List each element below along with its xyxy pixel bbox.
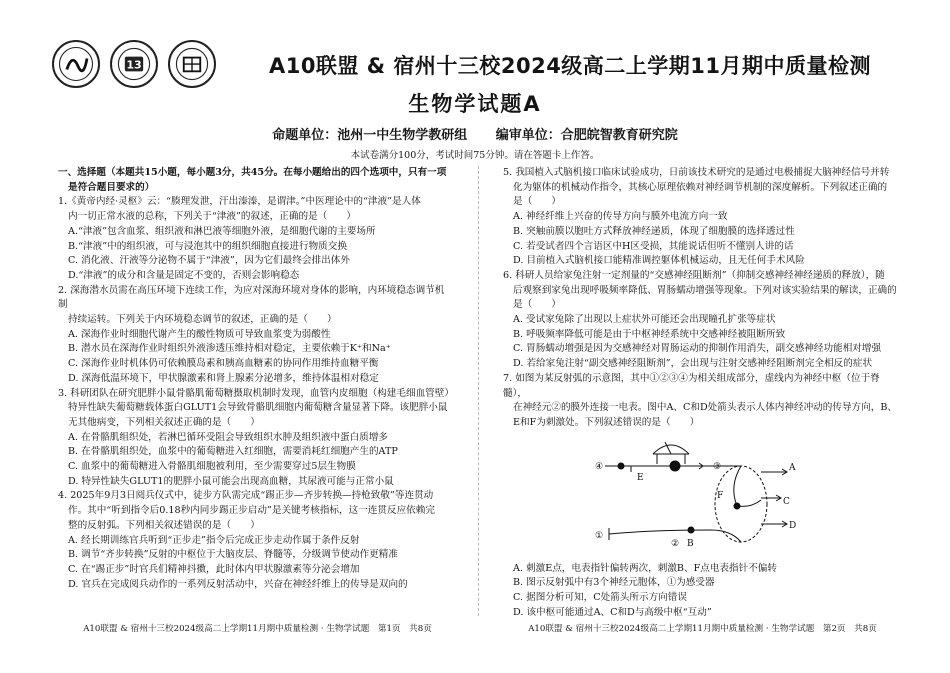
question-4: 4. 2025年9月3日阅兵仪式中，徒步方队需完成“踢正步—齐步转换—持枪致敬”等连贯动	[58, 490, 434, 502]
question-4-cont-2: 整的反射弧。下列相关叙述错误的是（ ）	[68, 519, 260, 531]
q3-option-c: C. 血浆中的葡萄糖进入骨骼肌细胞被利用，至少需要穿过5层生物膜	[68, 461, 356, 473]
footer-right: A10联盟 & 宿州十三校2024级高二上学期11月期中质量检测 · 生物学试题 第2页 共8页	[528, 624, 877, 634]
question-7-cont-2: E和F为刺激处。下列叙述错误的是（ ）	[513, 416, 700, 428]
number-13-seal-icon	[110, 40, 158, 88]
q1-option-d: D.“津液”的成分和含量是固定不变的，否则会影响稳态	[68, 269, 300, 281]
editor-unit: 编审单位：合肥皖智教育研究院	[495, 128, 678, 143]
q3-option-a: A. 在骨骼肌组织处，若淋巴循环受阻会导致组织水肿及组织液中蛋白质增多	[68, 431, 389, 443]
label-E: E	[637, 472, 644, 483]
section-heading: 一、选择题（本题共15小题，每小题3分，共45分。在每小题给出的四个选项中，只有一项	[58, 167, 447, 178]
q5-option-b: B. 突触前膜以胞吐方式释放神经递质，体现了细胞膜的选择透过性	[513, 225, 795, 237]
q7-option-c: C. 据图分析可知，C处箭头所示方向错误	[513, 592, 687, 604]
page-subtitle: 生物学试题A	[408, 92, 542, 116]
q2-option-c: C. 深海作业时机体仍可依赖膜岛素和胰高血糖素的协同作用维持血糖平衡	[68, 358, 379, 370]
q5-option-d: D. 目前植入式脑机接口能精准调控躯体机械运动，且无任何手术风险	[513, 255, 805, 267]
section-heading-cont: 是符合题目要求的）	[68, 181, 155, 193]
q4-option-b: B. 调节“齐步转换”反射的中枢位于大脑皮层、脊髓等，分级调节使动作更精准	[68, 549, 398, 561]
label-D: D	[789, 520, 797, 531]
school-emblem-icon	[168, 40, 216, 88]
column-divider	[478, 166, 479, 616]
q5-option-c: C. 若受试者四个言语区中H区受损，其能说话但听不懂别人讲的话	[513, 240, 794, 252]
question-3-cont-1: 特异性缺失葡萄糖载体蛋白GLUT1会导致骨骼肌细胞内葡萄糖含量显著下降。该肥胖小鼠	[68, 402, 448, 414]
q7-option-b: B. 图示反射弧中有3个神经元胞体，①为感受器	[513, 577, 715, 589]
label-3: ③	[713, 461, 722, 472]
question-2-cont: 持续运转。下列关于内环境稳态调节的叙述，正确的是（ ）	[68, 314, 337, 326]
question-5-cont-2: 是（ ）	[513, 196, 561, 208]
q1-option-b: B.“津液”中的组织液，可与浸泡其中的组织细胞直接进行物质交换	[68, 240, 347, 252]
q1-option-c: C. 消化液、汗液等分泌物不属于“津液”，因为它们最终会排出体外	[68, 255, 350, 267]
q6-option-d: D. 若给家兔注射“副交感神经阻断剂”，会出现与注射交感神经阻断剂完全相反的症状	[513, 358, 873, 370]
q6-option-b: B. 呼吸频率降低可能是由于中枢神经系统中交感神经被阻断所致	[513, 328, 786, 340]
school-seal-icon	[52, 40, 100, 88]
q4-option-c: C. 在“踢正步”时官兵们精神抖擞，此时体内甲状腺激素等分泌会增加	[68, 563, 360, 575]
q6-option-a: A. 受试家兔除了出现以上症状外可能还会出现瞳孔扩张等症状	[513, 314, 776, 326]
q4-option-a: A. 经长期训练官兵听到“正步走”指令后完成正步走动作属于条件反射	[68, 534, 360, 546]
q7-option-a: A. 刺激E点，电表指针偏转两次，刺激B、F点电表指针不偏转	[513, 562, 777, 574]
footer-left: A10联盟 & 宿州十三校2024级高二上学期11月期中质量检测 · 生物学试题 第1页 共8页	[83, 624, 432, 634]
question-3-cont-2: 无其他病变，下列相关叙述正确的是（ ）	[68, 416, 260, 428]
svg-text:13: 13	[126, 58, 142, 72]
page-title: A10联盟 & 宿州十三校2024级高二上学期11月期中质量检测	[268, 54, 872, 78]
label-4: ④	[595, 461, 604, 472]
q2-option-b: B. 潜水员在深海作业时组织外液渗透压维持相对稳定，主要依赖于K⁺和Na⁺	[68, 343, 391, 355]
exam-note: 本试卷满分100分，考试时间75分钟。请在答题卡上作答。	[350, 150, 600, 161]
q2-option-a: A. 深海作业时细胞代谢产生的酸性物质可导致血浆变为弱酸性	[68, 328, 331, 340]
label-F: F	[717, 490, 724, 501]
q5-option-a: A. 神经纤维上兴奋的传导方向与膜外电流方向一致	[513, 211, 728, 223]
question-5: 5. 我国植入式脑机接口临床试验成功，日前该技术研究的是通过电极捕捉大脑神经信号并转	[503, 167, 890, 178]
question-1-cont: 内一切正常水液的总称，下列关于“津液”的叙述，正确的是（ ）	[68, 211, 357, 223]
q2-option-d: D. 深海低温环境下，甲状腺激素和肾上腺素分泌增多，维持体温相对稳定	[68, 372, 379, 384]
q1-option-a: A.“津液”包含血浆、组织液和淋巴液等细胞外液，是细胞代谢的主要场所	[68, 225, 376, 237]
proposer-unit: 命题单位：池州一中生物学教研组	[272, 128, 468, 143]
left-column	[58, 166, 453, 592]
question-4-cont-1: 作。其中“听到指令后0.18秒内同步踢正步启动”是关键考核指标，这一连贯反应依赖完	[68, 505, 435, 517]
label-1: ①	[595, 530, 604, 541]
question-3: 3. 科研团队在研究肥胖小鼠骨骼肌葡萄糖摄取机制时发现，血管内皮细胞（构建毛细血管壁）	[58, 387, 454, 399]
right-column	[503, 166, 901, 620]
label-B: B	[687, 538, 694, 549]
label-A: A	[789, 462, 796, 473]
question-6: 6. 科研人员给家兔注射一定剂量的“交感神经阻断剂”（抑制交感神经神经递质的释放），随	[503, 269, 885, 281]
nerve-center	[715, 466, 767, 542]
q7-option-d: D. 该中枢可能通过A、C和D与高级中枢“互动”	[513, 606, 712, 618]
author-units	[0, 124, 950, 143]
question-2: 2. 深海潜水员需在高压环境下连续工作，为应对深海环境对身体的影响，内环境稳态调节机制	[58, 284, 445, 311]
label-C: C	[783, 496, 790, 507]
q3-option-b: B. 在骨骼肌组织处，血浆中的葡萄糖进入红细胞，需要消耗红细胞产生的ATP	[68, 446, 398, 458]
q4-option-d: D. 官兵在完成阅兵动作的一系列反射活动中，兴奋在神经纤维上的传导是双向的	[68, 578, 408, 590]
arrows	[695, 463, 787, 527]
question-6-cont-1: 后观察到家兔出现呼吸频率降低、胃肠蠕动增强等现象。下列对该实验结果的解读，正确的	[513, 284, 897, 296]
question-1: 1.《黄帝内经·灵枢》云：“腠理发泄，汗出溱溱，是谓津。”中医理论中的“津液”是人体	[58, 196, 421, 208]
reflex-arc-diagram	[591, 434, 801, 560]
label-2: ②	[671, 538, 680, 549]
logo-group	[52, 40, 216, 88]
q6-option-c: C. 胃肠蠕动增强是因为交感神经对胃肠运动的抑制作用消失，副交感神经功能相对增强	[513, 343, 882, 355]
question-6-cont-2: 是（ ）	[513, 299, 561, 311]
galvanometer	[653, 442, 689, 464]
q3-option-d: D. 特异性缺失GLUT1的肥胖小鼠可能会出现高血糖，其尿液可能与正常小鼠	[68, 475, 394, 487]
question-7: 7. 如图为某反射弧的示意图，其中①②③④为相关组成部分，虚线内为神经中枢（位于脊髓），	[503, 372, 880, 399]
question-7-cont-1: 在神经元②的膜外连接一电表。图中A、C和D处箭头表示人体内神经冲动的传导方向，B、	[513, 402, 897, 414]
question-5-cont-1: 化为躯体的机械动作指令，其核心原理依赖对神经调节机制的深度解析。下列叙述正确的	[513, 181, 888, 193]
